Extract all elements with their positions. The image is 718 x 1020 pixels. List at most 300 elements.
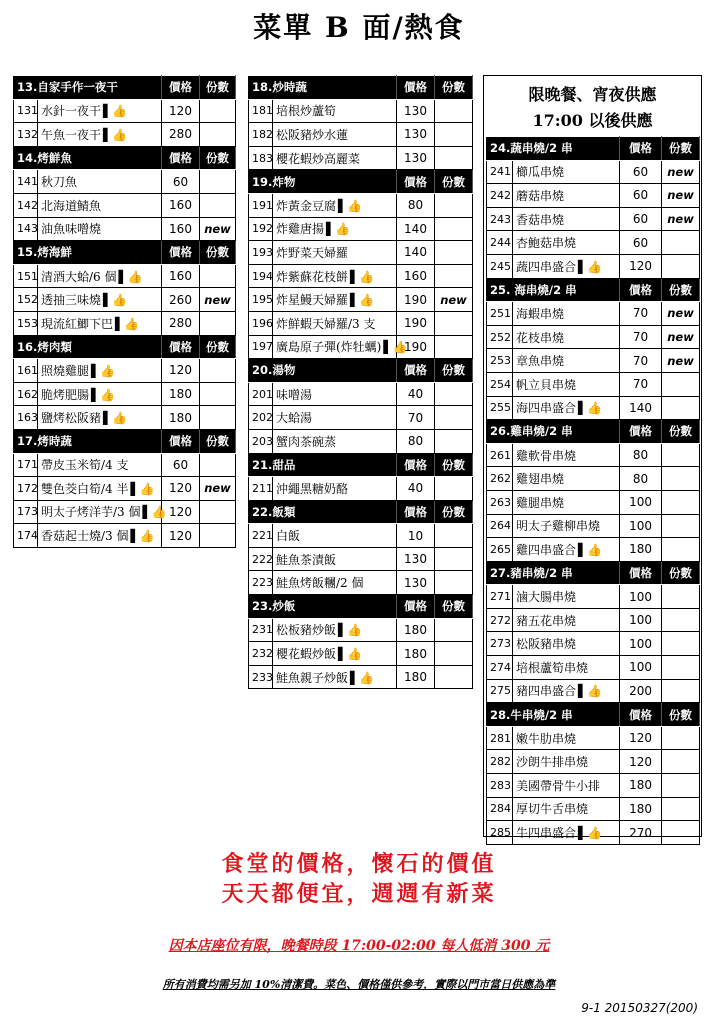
item-code: 242 [487, 184, 513, 208]
item-quantity[interactable] [662, 656, 700, 680]
item-name [513, 349, 620, 373]
item-code: 132 [14, 123, 38, 147]
item-code: 142 [14, 193, 38, 217]
thumbs-up-icon: ▌👍 [350, 269, 375, 284]
menu-item-row[interactable] [487, 443, 700, 467]
item-name [38, 264, 162, 288]
item-quantity[interactable]: new [662, 349, 700, 373]
item-code: 264 [487, 514, 513, 538]
item-quantity[interactable]: new [662, 184, 700, 208]
menu-item-row[interactable] [14, 524, 236, 548]
item-name [38, 382, 162, 406]
item-code: 197 [249, 335, 273, 359]
quantity-column-header: 份數 [435, 500, 473, 524]
menu-item-row[interactable] [487, 254, 700, 278]
item-quantity[interactable] [662, 514, 700, 538]
item-price: 60 [620, 207, 662, 231]
item-quantity[interactable] [435, 642, 473, 666]
item-code: 162 [14, 382, 38, 406]
item-name [513, 490, 620, 514]
quantity-column-header: 份數 [662, 420, 700, 444]
item-price: 60 [620, 184, 662, 208]
item-code: 153 [14, 311, 38, 335]
item-name [38, 406, 162, 430]
item-quantity[interactable] [200, 382, 236, 406]
item-quantity[interactable] [662, 632, 700, 656]
item-quantity[interactable] [435, 264, 473, 288]
menu-item-row[interactable] [487, 797, 700, 821]
item-quantity[interactable] [200, 359, 236, 383]
item-name [513, 774, 620, 798]
item-quantity[interactable] [435, 477, 473, 501]
item-quantity[interactable] [662, 254, 700, 278]
menu-item-row[interactable] [487, 160, 700, 184]
menu-item-row[interactable] [249, 429, 473, 453]
item-name [273, 217, 397, 241]
thumbs-up-icon: ▌👍 [142, 505, 167, 520]
item-name [273, 311, 397, 335]
menu-item-row[interactable] [14, 359, 236, 383]
item-price: 130 [397, 146, 435, 170]
item-name-text: 海四串盛合 [516, 401, 577, 416]
menu-item-row[interactable] [249, 311, 473, 335]
item-name-text: 炸紫蘇花枝餅 [276, 269, 349, 284]
item-price: 160 [162, 264, 200, 288]
menu-item-row[interactable] [14, 500, 236, 524]
fine-print: 所有消費均需另加 10%清潔費。菜色、價格僅供參考，實際以門市當日供應為準 [162, 978, 556, 991]
item-quantity[interactable] [200, 123, 236, 147]
item-name-text: 炸鮮蝦天婦羅/3 支 [276, 316, 376, 331]
item-name [273, 241, 397, 265]
item-price: 160 [162, 217, 200, 241]
item-quantity[interactable] [435, 382, 473, 406]
thumbs-up-icon: ▌👍 [115, 316, 140, 331]
section-title: 28.牛串燒/2 串 [487, 703, 620, 727]
item-name-text: 北海道鯖魚 [41, 198, 102, 213]
item-code: 192 [249, 217, 273, 241]
menu-item-row[interactable] [249, 264, 473, 288]
item-quantity[interactable] [200, 524, 236, 548]
item-quantity[interactable] [435, 665, 473, 689]
menu-item-row[interactable] [14, 99, 236, 123]
thumbs-up-icon: ▌👍 [578, 826, 603, 841]
menu-item-row[interactable] [249, 193, 473, 217]
item-name-text: 厚切牛舌串燒 [516, 802, 589, 817]
item-name-text: 鮭魚烤飯糰/2 個 [276, 576, 364, 591]
menu-item-row[interactable] [14, 264, 236, 288]
item-name-text: 炸野菜天婦羅 [276, 245, 349, 260]
item-price: 120 [620, 726, 662, 750]
menu-item-row[interactable] [249, 477, 473, 501]
document-reference: 9-1 20150327(200) [581, 1001, 698, 1015]
thumbs-up-icon: ▌👍 [578, 401, 603, 416]
item-quantity[interactable] [435, 241, 473, 265]
menu-item-row[interactable] [487, 656, 700, 680]
item-name-text: 透抽三味燒 [41, 293, 102, 308]
item-name [513, 396, 620, 420]
menu-item-row[interactable] [249, 642, 473, 666]
item-quantity[interactable]: new [662, 302, 700, 326]
item-name [38, 311, 162, 335]
menu-item-row[interactable] [487, 608, 700, 632]
item-name-text: 炸星鰻天婦羅 [276, 293, 349, 308]
item-name [38, 359, 162, 383]
item-price: 180 [620, 538, 662, 562]
item-name [38, 193, 162, 217]
item-name [273, 571, 397, 595]
item-name-text: 現流紅鯽下巴 [41, 316, 114, 331]
item-name [513, 656, 620, 680]
item-name [273, 288, 397, 312]
item-quantity[interactable] [435, 406, 473, 430]
item-quantity[interactable] [662, 538, 700, 562]
item-name-text: 櫻花蝦炒高麗菜 [276, 151, 361, 166]
page-title: 菜單 B 面/熱食 [253, 11, 465, 44]
item-price: 80 [620, 443, 662, 467]
menu-item-row[interactable] [487, 302, 700, 326]
item-quantity[interactable] [435, 123, 473, 147]
menu-item-row[interactable] [487, 396, 700, 420]
item-quantity[interactable] [662, 585, 700, 609]
section-title: 25. 海串燒/2 串 [487, 278, 620, 302]
item-quantity[interactable] [662, 797, 700, 821]
item-name-text: 花枝串燒 [516, 330, 565, 345]
price-column-header: 價格 [620, 561, 662, 585]
item-quantity[interactable] [200, 406, 236, 430]
item-code: 274 [487, 656, 513, 680]
item-code: 271 [487, 585, 513, 609]
item-code: 211 [249, 477, 273, 501]
menu-column-3 [486, 136, 699, 845]
section-header [487, 137, 700, 161]
item-name [513, 184, 620, 208]
item-quantity[interactable] [662, 608, 700, 632]
item-name-text: 雙色茭白筍/4 半 [41, 481, 129, 496]
item-quantity[interactable] [435, 217, 473, 241]
item-code: 262 [487, 467, 513, 491]
thumbs-up-icon: ▌👍 [578, 259, 603, 274]
price-column-header: 價格 [397, 76, 435, 100]
item-price: 70 [620, 302, 662, 326]
item-quantity[interactable] [435, 146, 473, 170]
item-price: 200 [620, 679, 662, 703]
item-name-text: 松阪豬炒水蓮 [276, 127, 349, 142]
menu-item-row[interactable] [487, 821, 700, 845]
menu-item-row[interactable] [487, 750, 700, 774]
menu-item-row[interactable] [14, 477, 236, 501]
item-quantity[interactable] [662, 726, 700, 750]
item-quantity[interactable] [200, 193, 236, 217]
item-name-text: 櫛瓜串燒 [516, 165, 565, 180]
item-code: 272 [487, 608, 513, 632]
section-title: 13.自家手作一夜干 [14, 76, 162, 100]
item-name-text: 松板豬炒飯 [276, 623, 337, 638]
item-name [513, 585, 620, 609]
item-quantity[interactable]: new [662, 160, 700, 184]
item-name-text: 鮭魚茶漬飯 [276, 552, 337, 567]
menu-item-row[interactable] [487, 679, 700, 703]
item-name [273, 642, 397, 666]
item-quantity[interactable]: new [200, 217, 236, 241]
menu-item-row[interactable] [487, 184, 700, 208]
item-name-text: 脆烤肥腸 [41, 387, 90, 402]
menu-item-row[interactable] [14, 217, 236, 241]
item-name-text: 蟹肉茶碗蒸 [276, 434, 337, 449]
price-column-header: 價格 [620, 420, 662, 444]
section-header [249, 170, 473, 194]
item-name-text: 培根蘆筍串燒 [516, 660, 589, 675]
item-code: 231 [249, 618, 273, 642]
late-menu-heading-2: 17:00 以後供應 [532, 111, 653, 130]
item-quantity[interactable] [662, 231, 700, 255]
item-quantity[interactable] [435, 618, 473, 642]
menu-item-row[interactable] [249, 382, 473, 406]
thumbs-up-icon: ▌👍 [130, 481, 155, 496]
item-price: 190 [397, 288, 435, 312]
item-quantity[interactable] [662, 372, 700, 396]
item-price: 140 [397, 217, 435, 241]
item-price: 270 [620, 821, 662, 845]
section-title: 17.烤時蔬 [14, 429, 162, 453]
menu-item-row[interactable] [249, 146, 473, 170]
item-quantity[interactable] [662, 396, 700, 420]
quantity-column-header: 份數 [662, 703, 700, 727]
price-column-header: 價格 [162, 335, 200, 359]
item-code: 252 [487, 325, 513, 349]
quantity-column-header: 份數 [200, 429, 236, 453]
menu-column-2 [248, 75, 473, 689]
item-quantity[interactable] [200, 311, 236, 335]
item-price: 100 [620, 490, 662, 514]
item-code: 255 [487, 396, 513, 420]
menu-item-row[interactable] [14, 193, 236, 217]
menu-item-row[interactable] [249, 547, 473, 571]
item-name-text: 明太子烤洋芋/3 個 [41, 505, 141, 520]
item-price: 120 [162, 359, 200, 383]
section-header [249, 500, 473, 524]
item-code: 273 [487, 632, 513, 656]
menu-item-row[interactable] [14, 406, 236, 430]
section-header [487, 420, 700, 444]
item-price: 10 [397, 524, 435, 548]
item-name [513, 632, 620, 656]
menu-item-row[interactable] [487, 514, 700, 538]
menu-item-row[interactable] [249, 288, 473, 312]
item-code: 281 [487, 726, 513, 750]
item-quantity[interactable] [200, 170, 236, 194]
item-name-text: 白飯 [276, 529, 301, 544]
item-name [273, 547, 397, 571]
item-quantity[interactable] [662, 490, 700, 514]
menu-item-row[interactable] [14, 288, 236, 312]
menu-item-row[interactable] [249, 406, 473, 430]
price-column-header: 價格 [162, 241, 200, 265]
menu-item-row[interactable] [249, 665, 473, 689]
item-price: 40 [397, 477, 435, 501]
item-price: 130 [397, 123, 435, 147]
menu-item-row[interactable] [487, 207, 700, 231]
item-name-text: 滷大腸串燒 [516, 590, 577, 605]
item-name [38, 477, 162, 501]
item-quantity[interactable] [662, 467, 700, 491]
section-title: 27.豬串燒/2 串 [487, 561, 620, 585]
item-price: 160 [162, 193, 200, 217]
item-name-text: 美國帶骨牛小排 [516, 778, 601, 793]
item-price: 180 [620, 797, 662, 821]
menu-item-row[interactable] [249, 524, 473, 548]
item-name-text: 沖繩黑糖奶酪 [276, 481, 349, 496]
menu-table [248, 75, 473, 689]
item-code: 282 [487, 750, 513, 774]
menu-item-row[interactable] [487, 585, 700, 609]
item-quantity[interactable] [435, 524, 473, 548]
item-code: 244 [487, 231, 513, 255]
item-quantity[interactable] [435, 335, 473, 359]
menu-column-1 [13, 75, 236, 548]
item-price: 100 [620, 608, 662, 632]
menu-item-row[interactable] [249, 335, 473, 359]
quantity-column-header: 份數 [662, 278, 700, 302]
item-name [273, 429, 397, 453]
item-name [38, 524, 162, 548]
item-name-text: 鹽烤松阪豬 [41, 411, 102, 426]
menu-item-row[interactable] [487, 349, 700, 373]
item-name [513, 325, 620, 349]
item-quantity[interactable]: new [662, 207, 700, 231]
item-name-text: 嫩牛肋串燒 [516, 731, 577, 746]
item-price: 130 [397, 547, 435, 571]
thumbs-up-icon: ▌👍 [91, 387, 116, 402]
menu-item-row[interactable] [487, 774, 700, 798]
item-code: 223 [249, 571, 273, 595]
menu-item-row[interactable] [14, 453, 236, 477]
late-menu-box [483, 75, 702, 841]
item-price: 70 [397, 406, 435, 430]
menu-item-row[interactable] [14, 170, 236, 194]
item-code: 152 [14, 288, 38, 312]
item-quantity[interactable] [662, 679, 700, 703]
section-title: 18.炒時蔬 [249, 76, 397, 100]
menu-item-row[interactable] [487, 231, 700, 255]
item-name-text: 大蛤湯 [276, 411, 313, 426]
menu-item-row[interactable] [249, 618, 473, 642]
price-column-header: 價格 [397, 170, 435, 194]
price-column-header: 價格 [397, 595, 435, 619]
item-price: 100 [620, 514, 662, 538]
item-quantity[interactable] [662, 750, 700, 774]
item-price: 120 [162, 524, 200, 548]
item-name-text: 香菇起士燒/3 個 [41, 529, 129, 544]
item-price: 180 [162, 406, 200, 430]
section-title: 23.炒飯 [249, 595, 397, 619]
quantity-column-header: 份數 [435, 76, 473, 100]
item-quantity[interactable] [200, 500, 236, 524]
price-column-header: 價格 [620, 278, 662, 302]
item-code: 196 [249, 311, 273, 335]
item-price: 130 [397, 99, 435, 123]
item-name-text: 雞軟骨串燒 [516, 448, 577, 463]
item-quantity[interactable] [435, 311, 473, 335]
section-title: 15.烤海鮮 [14, 241, 162, 265]
item-quantity[interactable] [662, 821, 700, 845]
item-price: 180 [397, 665, 435, 689]
item-code: 251 [487, 302, 513, 326]
item-name-text: 松阪豬串燒 [516, 637, 577, 652]
item-name [273, 193, 397, 217]
item-name [513, 514, 620, 538]
item-quantity[interactable] [200, 453, 236, 477]
item-quantity[interactable] [662, 443, 700, 467]
item-code: 254 [487, 372, 513, 396]
menu-item-row[interactable] [249, 571, 473, 595]
item-quantity[interactable] [435, 193, 473, 217]
item-quantity[interactable]: new [435, 288, 473, 312]
item-code: 171 [14, 453, 38, 477]
menu-item-row[interactable] [487, 538, 700, 562]
item-name-text: 雞翅串燒 [516, 472, 565, 487]
item-quantity[interactable] [435, 571, 473, 595]
menu-item-row[interactable] [14, 382, 236, 406]
item-name [38, 123, 162, 147]
item-code: 261 [487, 443, 513, 467]
section-header [249, 595, 473, 619]
price-column-header: 價格 [162, 76, 200, 100]
item-quantity[interactable]: new [200, 477, 236, 501]
item-name [273, 524, 397, 548]
menu-item-row[interactable] [249, 217, 473, 241]
menu-item-row[interactable] [249, 241, 473, 265]
section-header [249, 76, 473, 100]
item-code: 195 [249, 288, 273, 312]
section-header [14, 241, 236, 265]
item-price: 260 [162, 288, 200, 312]
item-quantity[interactable] [435, 99, 473, 123]
menu-item-row[interactable] [487, 632, 700, 656]
menu-item-row[interactable] [487, 467, 700, 491]
item-quantity[interactable] [200, 99, 236, 123]
item-code: 285 [487, 821, 513, 845]
menu-item-row[interactable] [487, 490, 700, 514]
menu-item-row[interactable] [487, 325, 700, 349]
slogan-line-1: 食堂的價格，懷石的價值 [221, 851, 497, 877]
menu-item-row[interactable] [14, 311, 236, 335]
item-code: 202 [249, 406, 273, 430]
menu-item-row[interactable] [14, 123, 236, 147]
item-name [513, 538, 620, 562]
item-price: 70 [620, 325, 662, 349]
price-column-header: 價格 [397, 500, 435, 524]
minimum-charge-notice: 因本店座位有限，晚餐時段 17:00-02:00 每人低消 300 元 [168, 938, 550, 954]
item-quantity[interactable] [435, 429, 473, 453]
menu-item-row[interactable] [487, 372, 700, 396]
price-column-header: 價格 [397, 359, 435, 383]
item-name [513, 443, 620, 467]
section-header [487, 278, 700, 302]
item-quantity[interactable]: new [200, 288, 236, 312]
item-price: 280 [162, 311, 200, 335]
section-title: 26.雞串燒/2 串 [487, 420, 620, 444]
item-quantity[interactable] [435, 547, 473, 571]
menu-item-row[interactable] [249, 123, 473, 147]
item-quantity[interactable] [200, 264, 236, 288]
item-price: 60 [162, 170, 200, 194]
menu-item-row[interactable] [249, 99, 473, 123]
item-quantity[interactable]: new [662, 325, 700, 349]
menu-item-row[interactable] [487, 726, 700, 750]
item-quantity[interactable] [662, 774, 700, 798]
item-code: 233 [249, 665, 273, 689]
item-name [273, 477, 397, 501]
